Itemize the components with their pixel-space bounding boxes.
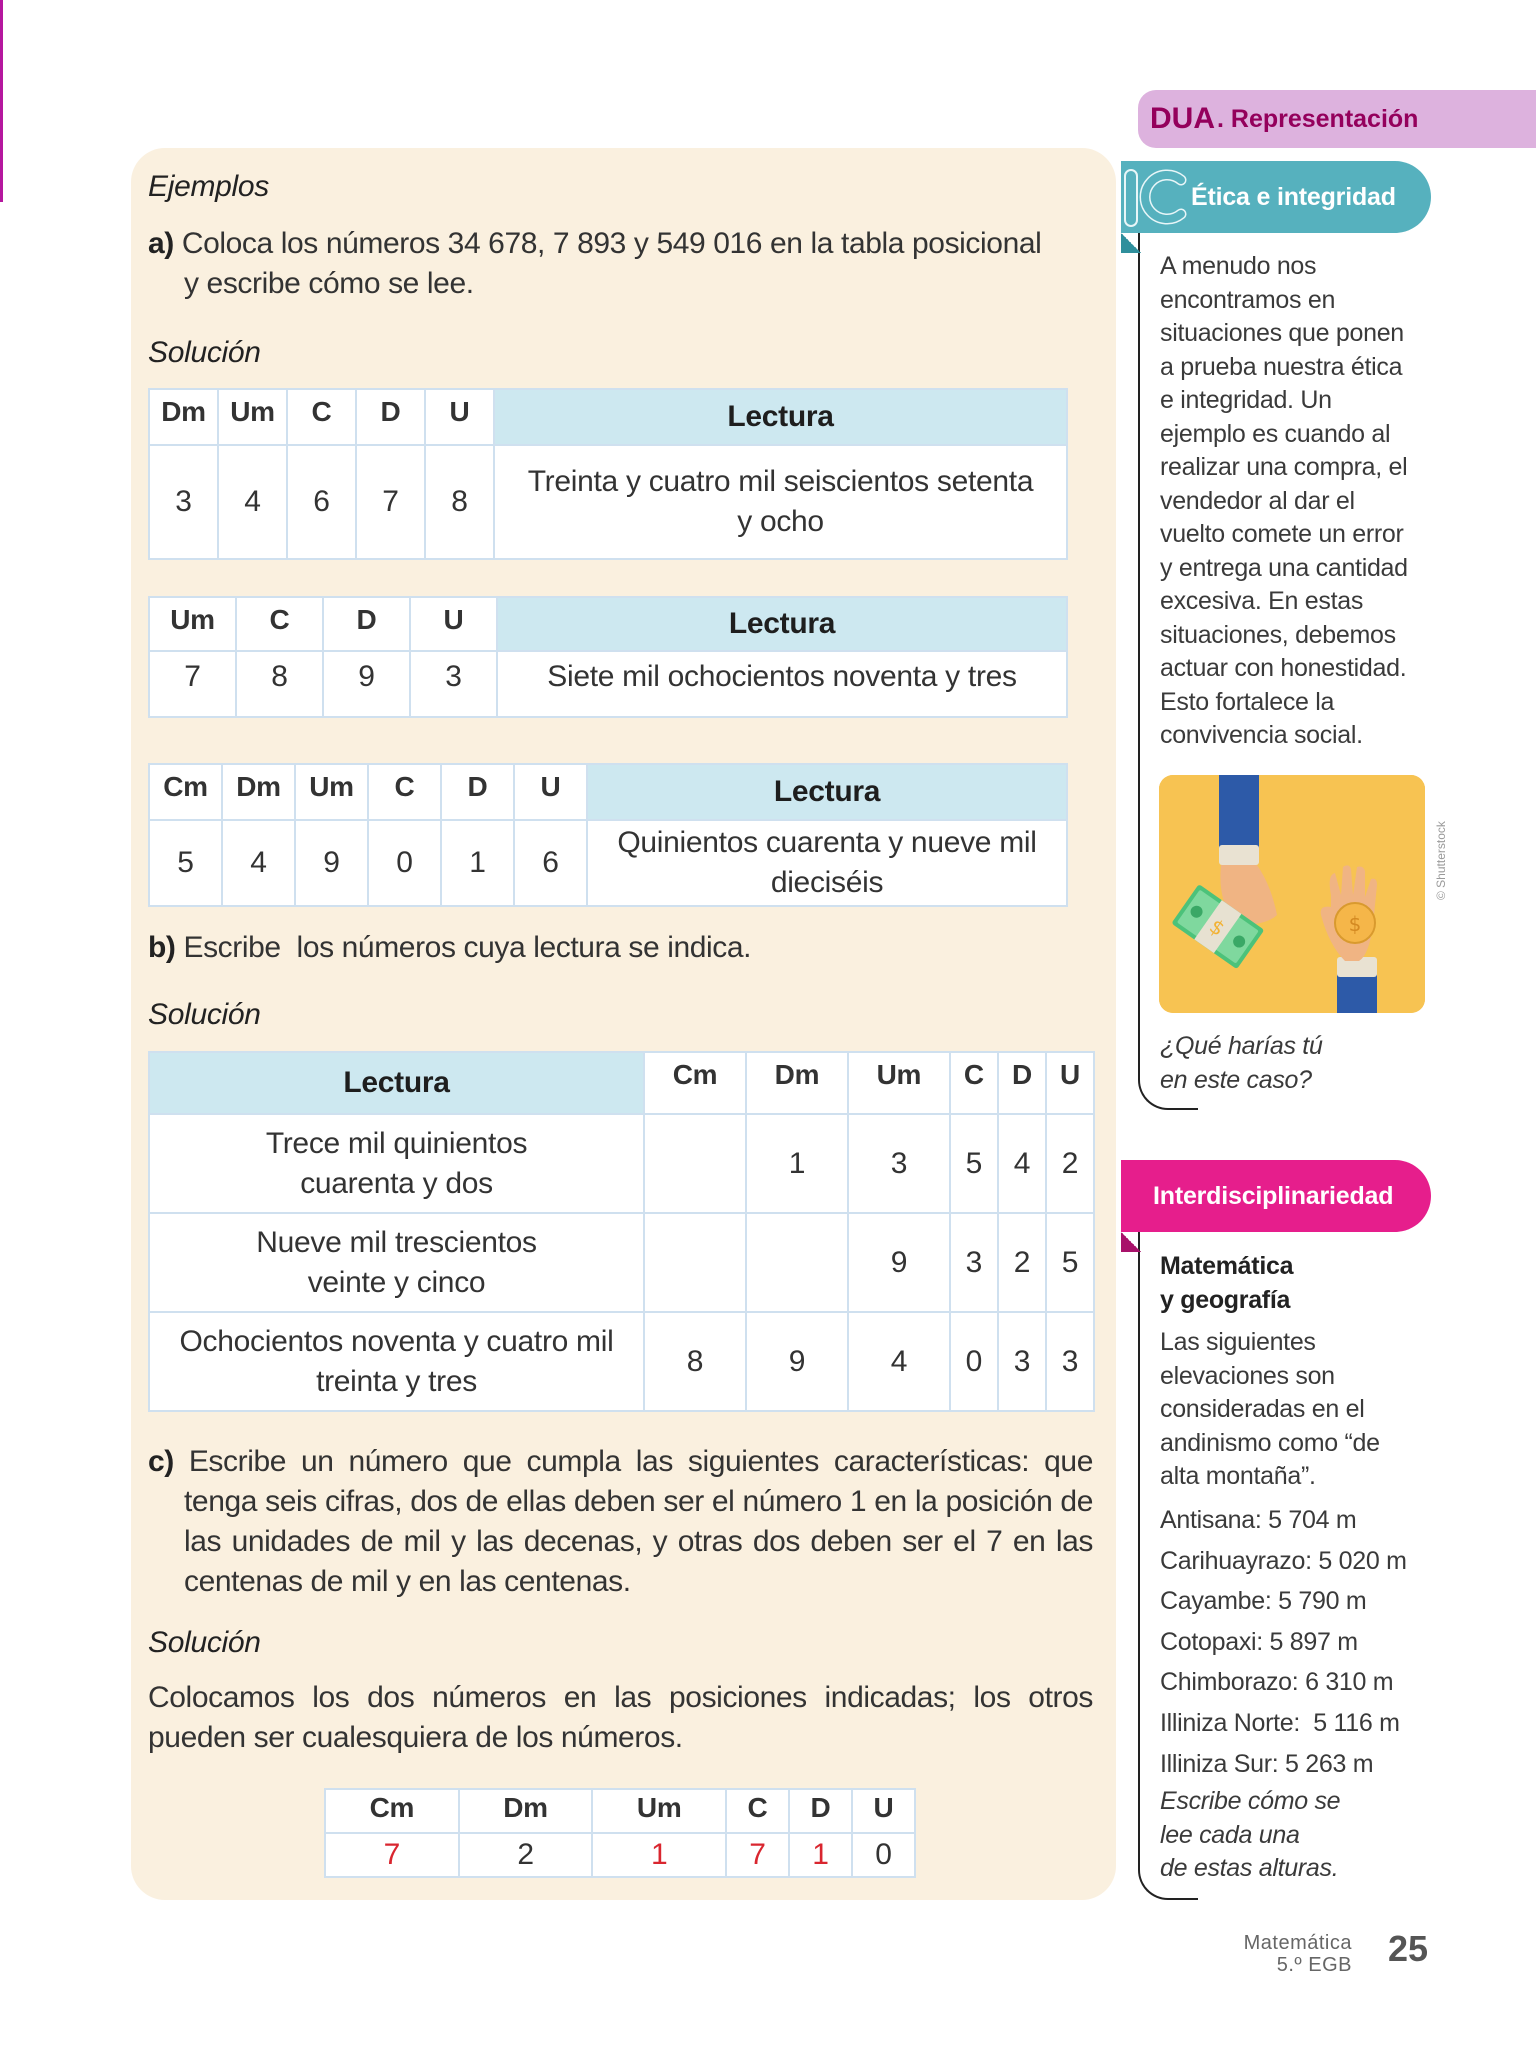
- digit-cell: 0: [368, 820, 441, 906]
- digit-cell: 2: [998, 1213, 1046, 1312]
- table-row: [149, 1312, 1094, 1411]
- exercise-c-solution-heading: Solución: [148, 1626, 261, 1659]
- ethics-tab: [1121, 161, 1431, 233]
- digit-cell-highlighted: 1: [789, 1833, 852, 1877]
- exercise-b-prompt: [148, 928, 751, 968]
- lectura-cell: [149, 1213, 644, 1312]
- interdisciplinary-tab-label: Interdisciplinariedad: [1153, 1181, 1394, 1210]
- lectura-cell: [494, 445, 1067, 559]
- digit-cell: 5: [1046, 1213, 1094, 1312]
- header-C: C: [368, 764, 441, 820]
- header-D: D: [998, 1052, 1046, 1114]
- header-Um: Um: [848, 1052, 950, 1114]
- page-edge-marker: [0, 0, 3, 202]
- lectura-line: dieciséis: [770, 866, 884, 899]
- list-item: Antisana: 5 704 m: [1160, 1506, 1357, 1534]
- exercise-a-label: a): [148, 227, 174, 260]
- elevations-list: [1160, 1500, 1407, 1784]
- digit-cell: 4: [222, 820, 295, 906]
- place-value-table-c: [324, 1788, 916, 1878]
- header-Um: Um: [295, 764, 368, 820]
- exercise-c-label: c): [148, 1445, 174, 1478]
- text-line: realizar una compra, el: [1160, 453, 1408, 481]
- lectura-line: veinte y cinco: [307, 1265, 486, 1299]
- interdisciplinary-title: [1160, 1250, 1293, 1317]
- subject-name: Matemática: [1243, 1932, 1352, 1954]
- digit-cell: 9: [295, 820, 368, 906]
- lectura-line: cuarenta y dos: [300, 1166, 493, 1200]
- examples-card: [131, 148, 1116, 1900]
- digit-cell: 3: [410, 651, 497, 717]
- money-exchange-photo: [1159, 775, 1425, 1013]
- list-item: Cayambe: 5 790 m: [1160, 1587, 1367, 1616]
- header-D: D: [323, 597, 410, 651]
- lectura-line: Nueve mil trescientos: [256, 1225, 537, 1259]
- exercise-c-solution-text: Colocamos los dos números en las posiciones indicadas; los otros pueden ser cualesquiera de los números.: [148, 1681, 1093, 1754]
- digit-cell: 2: [1046, 1114, 1094, 1213]
- lectura-cell: [587, 820, 1067, 906]
- digit-cell-highlighted: 7: [726, 1833, 789, 1877]
- header-D: D: [789, 1789, 852, 1833]
- digit-cell: 4: [998, 1114, 1046, 1213]
- exercise-b-label: b): [148, 931, 176, 964]
- digit-cell: 8: [236, 651, 323, 717]
- tab-fold: [1121, 1232, 1141, 1252]
- header-Cm: Cm: [149, 764, 222, 820]
- digit-cell-highlighted: 7: [325, 1833, 459, 1877]
- digit-cell: 3: [950, 1213, 998, 1312]
- header-Dm: Dm: [222, 764, 295, 820]
- digit-cell: 4: [218, 445, 287, 559]
- interdisciplinary-task: [1160, 1785, 1340, 1886]
- text-line: consideradas en el: [1160, 1395, 1365, 1423]
- lectura-line: Ochocientos noventa y cuatro mil: [179, 1324, 614, 1358]
- text-line: actuar con honestidad.: [1160, 654, 1407, 682]
- page-number: 25: [1388, 1928, 1429, 1969]
- text-line: lee cada una: [1160, 1820, 1300, 1849]
- digit-cell: 5: [149, 820, 222, 906]
- dua-banner: [1138, 90, 1536, 148]
- lectura-cell: [149, 1312, 644, 1411]
- header-U: U: [425, 389, 494, 445]
- svg-text:$: $: [1205, 913, 1230, 941]
- text-line: y geografía: [1160, 1285, 1291, 1314]
- header-Dm: Dm: [149, 389, 218, 445]
- text-line: e integridad. Un: [1160, 386, 1332, 414]
- exercise-a-line2: y escribe cómo se lee.: [184, 267, 474, 300]
- text-line: y entrega una cantidad: [1160, 553, 1408, 582]
- digit-cell: 3: [998, 1312, 1046, 1411]
- digit-cell: 6: [287, 445, 356, 559]
- header-C: C: [236, 597, 323, 651]
- digit-cell: 1: [746, 1114, 848, 1213]
- header-Dm: Dm: [746, 1052, 848, 1114]
- lectura-cell: Siete mil ochocientos noventa y tres: [497, 651, 1067, 717]
- text-line: situaciones, debemos: [1160, 620, 1396, 649]
- exercise-a-solution-heading: Solución: [148, 336, 261, 369]
- header-D: D: [441, 764, 514, 820]
- lectura-header: Lectura: [494, 389, 1067, 445]
- header-U: U: [514, 764, 587, 820]
- digit-cell: 9: [323, 651, 410, 717]
- dua-subtitle: . Representación: [1217, 104, 1419, 133]
- lectura-cell: [149, 1114, 644, 1213]
- header-Um: Um: [218, 389, 287, 445]
- svg-text:$: $: [1348, 912, 1362, 936]
- header-Cm: Cm: [644, 1052, 746, 1114]
- grade-level: 5.º EGB: [1276, 1954, 1352, 1976]
- text-line: a prueba nuestra ética: [1160, 352, 1403, 381]
- text-line: vuelto comete un error: [1160, 520, 1404, 548]
- lectura-header: Lectura: [149, 1052, 644, 1114]
- text-line: elevaciones son: [1160, 1361, 1335, 1390]
- exercise-b-text: Escribe los números cuya lectura se indica.: [183, 931, 752, 964]
- digit-cell: 3: [848, 1114, 950, 1213]
- digit-cell: [644, 1213, 746, 1312]
- header-U: U: [1046, 1052, 1094, 1114]
- digit-cell: 2: [459, 1833, 593, 1877]
- digit-cell: 3: [149, 445, 218, 559]
- ethics-tab-label: Ética e integridad: [1191, 182, 1396, 211]
- lectura-line: treinta y tres: [316, 1364, 477, 1398]
- lectura-header: Lectura: [497, 597, 1067, 651]
- list-item: Carihuayrazo: 5 020 m: [1160, 1546, 1407, 1575]
- header-D: D: [356, 389, 425, 445]
- header-C: C: [287, 389, 356, 445]
- text-line: excesiva. En estas: [1160, 587, 1364, 615]
- exercise-a-prompt: [148, 224, 1093, 304]
- table-row: [149, 1213, 1094, 1312]
- digit-cell: 0: [950, 1312, 998, 1411]
- lectura-line: Trece mil quinientos: [265, 1126, 528, 1160]
- interdisciplinary-tab: [1121, 1160, 1431, 1232]
- header-C: C: [950, 1052, 998, 1114]
- digit-cell: [746, 1213, 848, 1312]
- digit-cell: 8: [425, 445, 494, 559]
- digit-cell: 9: [848, 1213, 950, 1312]
- exercise-b-solution-heading: Solución: [148, 998, 261, 1031]
- digit-cell: [644, 1114, 746, 1213]
- list-item: Cotopaxi: 5 897 m: [1160, 1627, 1358, 1656]
- exercise-c-text: Escribe un número que cumpla las siguientes características: que tenga seis cifras, dos de ellas deben ser el número 1 en la posición de las unidades de mil y las decenas, y otras dos deben ser el 7 en las centenas de mil y en las centenas.: [184, 1445, 1093, 1598]
- place-value-table-a2: [148, 596, 1068, 718]
- digit-cell: 5: [950, 1114, 998, 1213]
- text-line: A menudo nos: [1160, 252, 1317, 280]
- ethics-body: [1160, 250, 1408, 753]
- lectura-line: y ocho: [737, 505, 824, 538]
- header-Um: Um: [592, 1789, 726, 1833]
- photo-credit: © Shutterstock: [1434, 821, 1448, 900]
- list-item: Illiniza Norte: 5 116 m: [1160, 1708, 1400, 1737]
- text-line: de estas alturas.: [1160, 1854, 1339, 1882]
- digit-cell: 6: [514, 820, 587, 906]
- ethics-question: [1160, 1030, 1323, 1097]
- digit-cell-highlighted: 1: [592, 1833, 726, 1877]
- lectura-to-number-table: [148, 1051, 1095, 1412]
- table-row: [149, 1114, 1094, 1213]
- header-Um: Um: [149, 597, 236, 651]
- text-line: encontramos en: [1160, 285, 1336, 314]
- text-line: alta montaña”.: [1160, 1462, 1316, 1490]
- digit-cell: 1: [441, 820, 514, 906]
- tab-fold: [1121, 233, 1141, 253]
- interdisciplinary-intro: [1160, 1326, 1380, 1494]
- digit-cell: 0: [852, 1833, 915, 1877]
- header-C: C: [726, 1789, 789, 1833]
- text-line: convivencia social.: [1160, 721, 1363, 749]
- place-value-table-a3: [148, 763, 1068, 907]
- header-Dm: Dm: [459, 1789, 593, 1833]
- list-item: Illiniza Sur: 5 263 m: [1160, 1749, 1374, 1778]
- text-line: vendedor al dar el: [1160, 486, 1355, 515]
- digit-cell: 8: [644, 1312, 746, 1411]
- digit-cell: 7: [149, 651, 236, 717]
- text-line: Escribe cómo se: [1160, 1787, 1341, 1815]
- header-U: U: [410, 597, 497, 651]
- exercise-a-line1: Coloca los números 34 678, 7 893 y 549 016 en la tabla posicional: [181, 227, 1042, 260]
- lectura-header: Lectura: [587, 764, 1067, 820]
- dua-label: DUA: [1150, 102, 1215, 135]
- header-Cm: Cm: [325, 1789, 459, 1833]
- ic-logo-icon: [1121, 162, 1191, 232]
- text-line: en este caso?: [1160, 1065, 1312, 1094]
- text-line: Matemática: [1160, 1252, 1294, 1280]
- digit-cell: 9: [746, 1312, 848, 1411]
- digit-cell: 4: [848, 1312, 950, 1411]
- text-line: ejemplo es cuando al: [1160, 419, 1391, 448]
- list-item: Chimborazo: 6 310 m: [1160, 1668, 1394, 1697]
- examples-heading: Ejemplos: [148, 170, 269, 203]
- text-line: ¿Qué harías tú: [1160, 1032, 1323, 1060]
- text-line: Esto fortalece la: [1160, 687, 1335, 716]
- text-line: Las siguientes: [1160, 1328, 1316, 1356]
- text-line: situaciones que ponen: [1160, 319, 1404, 347]
- digit-cell: 3: [1046, 1312, 1094, 1411]
- lectura-line: Quinientos cuarenta y nueve mil: [617, 826, 1037, 859]
- exercise-c-prompt: [148, 1442, 1093, 1602]
- header-U: U: [852, 1789, 915, 1833]
- digit-cell: 7: [356, 445, 425, 559]
- footer-subject: [1244, 1932, 1352, 1976]
- hands-money-illustration-icon: [1159, 775, 1425, 1013]
- text-line: andinismo como “de: [1160, 1428, 1380, 1457]
- lectura-line: Treinta y cuatro mil seiscientos setenta: [527, 465, 1034, 498]
- place-value-table-a1: [148, 388, 1068, 560]
